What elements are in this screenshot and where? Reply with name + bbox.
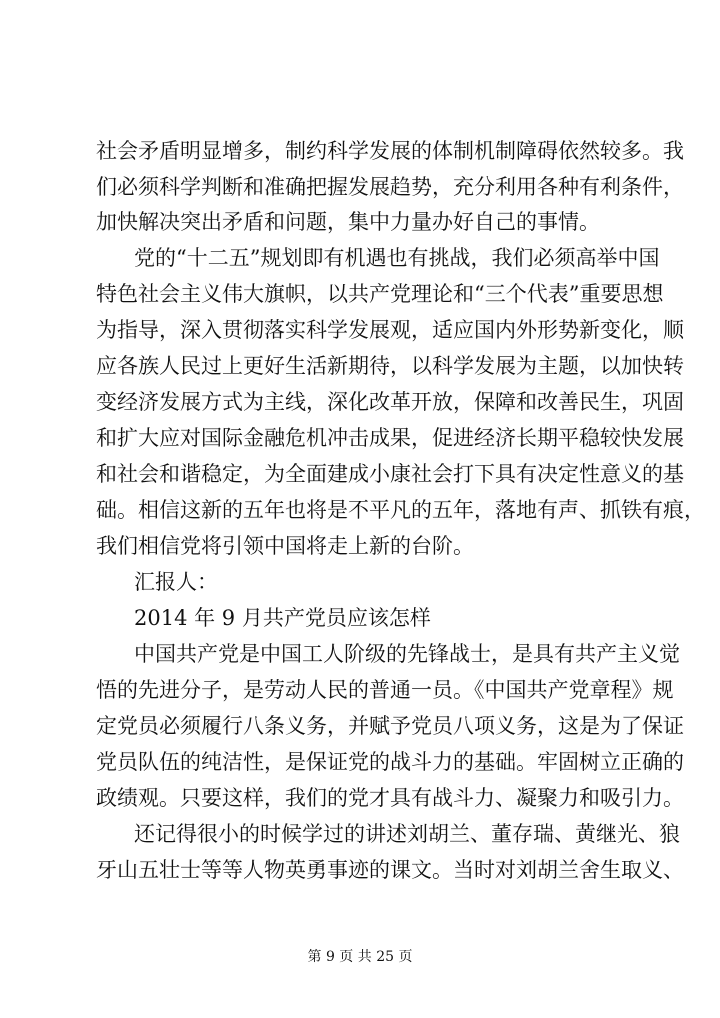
body-line-16: 党员队伍的纯洁性，是保证党的战斗力的基础。牢固树立正确的 <box>96 750 684 774</box>
body-line-13: 中国共产党是中国工人阶级的先锋战士，是具有共产主义觉 <box>134 642 680 666</box>
signature-label: 汇报人： <box>134 570 218 594</box>
body-line-14: 悟的先进分子，是劳动人民的普通一员。《中国共产党章程》规 <box>96 678 674 702</box>
body-line-1: 社会矛盾明显增多，制约科学发展的体制机制障碍依然较多。我 <box>96 139 684 163</box>
body-line-17: 政绩观。只要这样，我们的党才具有战斗力、凝聚力和吸引力。 <box>96 786 684 810</box>
body-line-6: 为指导，深入贯彻落实科学发展观，适应国内外形势新变化，顺 <box>96 318 684 342</box>
body-line-3: 加快解决突出矛盾和问题，集中力量办好自己的事情。 <box>96 210 600 234</box>
body-line-2: 们必须科学判断和准确把握发展趋势，充分利用各种有利条件， <box>96 175 684 199</box>
body-line-10: 和社会和谐稳定，为全面建成小康社会打下具有决定性意义的基 <box>96 462 684 486</box>
body-line-9: 和扩大应对国际金融危机冲击成果，促进经济长期平稳较快发展 <box>96 426 684 450</box>
section-heading: 2014 年 9 月共产党员应该怎样 <box>134 606 431 630</box>
body-line-4: 党的“十二五”规划即有机遇也有挑战，我们必须高举中国 <box>134 246 660 270</box>
body-line-11: 础。相信这新的五年也将是不平凡的五年，落地有声、抓铁有痕， <box>96 498 705 522</box>
body-line-15: 定党员必须履行八条义务，并赋予党员八项义务，这是为了保证 <box>96 714 684 738</box>
body-line-18: 还记得很小的时候学过的讲述刘胡兰、董存瑞、黄继光、狼 <box>134 822 680 846</box>
body-line-12: 我们相信党将引领中国将走上新的台阶。 <box>96 534 474 558</box>
body-line-5: 特色社会主义伟大旗帜，以共产党理论和“三个代表”重要思想 <box>96 282 664 306</box>
body-line-7: 应各族人民过上更好生活新期待，以科学发展为主题，以加快转 <box>96 354 684 378</box>
body-line-19: 牙山五壮士等等人物英勇事迹的课文。当时对刘胡兰舍生取义、 <box>96 858 684 882</box>
page-footer: 第 9 页 共 25 页 <box>307 949 413 965</box>
body-line-8: 变经济发展方式为主线，深化改革开放，保障和改善民生，巩固 <box>96 390 684 414</box>
